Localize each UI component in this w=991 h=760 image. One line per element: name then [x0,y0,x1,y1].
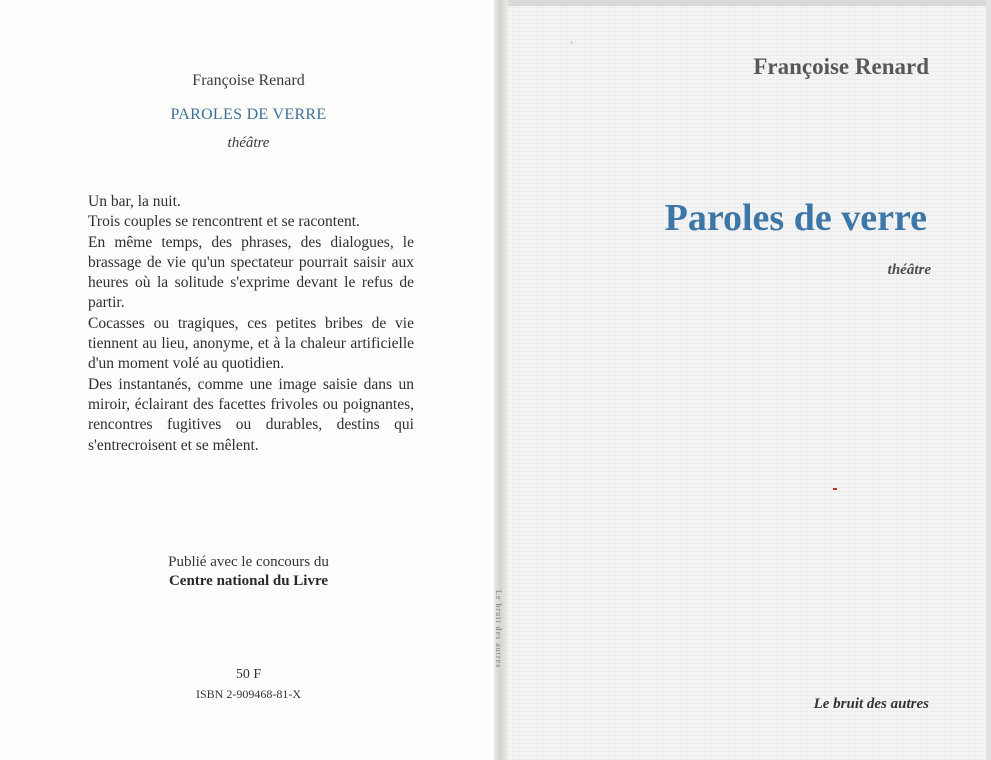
blurb-paragraph: Un bar, la nuit. [88,193,181,210]
front-cover-author: Françoise Renard [753,54,929,79]
blurb-paragraph: En même temps, des phrases, des dialogues, le brassage de vie qu'un spectateur pourrait saisir aux heures où la solitude s'exprime devant le refus de partir. [88,233,414,312]
support-line: Publié avec le concours du [168,554,329,570]
back-cover-author: Françoise Renard [192,72,305,89]
blurb-paragraph: Cocasses ou tragiques, ces petites bribes de vie tiennent au lieu, anonyme, et à la chaleur artificielle d'un moment volé au quotidien. [88,314,414,373]
publisher-name: Le bruit des autres [813,696,929,712]
spine-text: Le bruit des autres [494,590,503,669]
blurb-paragraph: Trois couples se rencontrent et se racontent. [88,213,360,231]
price: 50 F [235,667,262,682]
back-cover-title: PAROLES DE VERRE [170,106,327,123]
back-cover-genre: théâtre [227,135,270,151]
red-speck [833,488,837,490]
front-cover-title: Paroles de verre [664,197,927,239]
pencil-mark: ʼ [570,40,573,50]
blurb [88,192,414,456]
front-cover-genre: théâtre [887,262,931,278]
cover-top-edge [508,0,991,6]
cover-right-edge [986,0,991,760]
front-cover [508,0,991,760]
support-organization: Centre national du Livre [168,573,329,589]
isbn: ISBN 2-909468-81-X [196,687,301,701]
blurb-paragraph: Des instantanés, comme une image saisie dans un miroir, éclairant des facettes frivoles ou poignantes, rencontres fugitives ou durables, destins qui s'entrecroisent et se mêlent. [88,375,414,454]
